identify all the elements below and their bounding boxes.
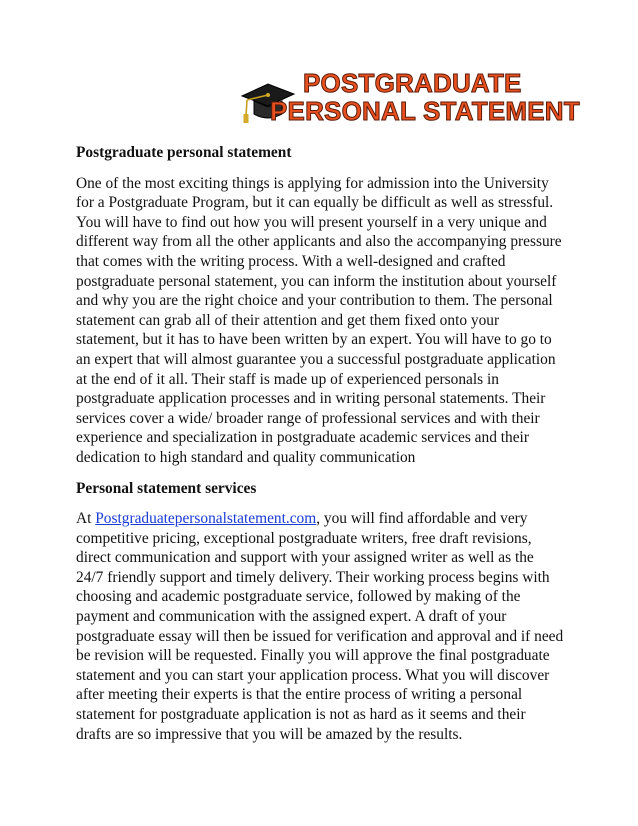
section-heading: Personal statement services (76, 479, 257, 497)
paragraph-text: , you will find affordable and very competitive pricing, exceptional postgraduate writers, free draft revisions, direct communication and support with your assigned writer as well as the 24/7 friendly support and timely delivery. Their working process begins with choosing and academic postgraduate service, followed by making of the payment and communication with the assigned expert. A draft of your postgraduate essay will then be issued for verification and approval and if need be revision will be requested. Finally you will approve the final postgraduate statement and you can start your application process. What you will discover after meeting their experts is that the entire process of writing a personal statement for postgraduate application is not as hard as it seems and their drafts are so impressive that you will be amazed by the results. (76, 510, 564, 743)
document-body (76, 143, 564, 755)
logo-title-line1: POSTGRADUATE (303, 68, 522, 98)
section-paragraph (76, 509, 564, 744)
paragraph-prefix: At (76, 510, 96, 528)
logo (238, 66, 580, 130)
section-heading: Postgraduate personal statement (76, 144, 292, 161)
section-paragraph: One of the most exciting things is applying for admission into the University for a Postgraduate Program, but it can equally be difficult as well as stressful. You will have to find out how you will present yourself in a very unique and different way from all the other applicants and also the accompanying pressure that comes with the writing process. With a well-designed and crafted postgraduate personal statement, you can inform the institution about yourself and why you are the right choice and your contribution to them. The personal statement can grab all of their attention and get them fixed onto your statement, but it has to have been written by an expert. You will have to go to an expert that will almost guarantee you a successful postgraduate application at the end of it all. Their staff is made up of experienced personals in postgraduate application processes and in writing personal statements. Their services cover a wide/ broader range of professional services and with their experience and specialization in postgraduate academic services and their dedication to high standard and quality communication (76, 174, 562, 466)
logo-title-line2: PERSONAL STATEMENT (270, 96, 580, 126)
website-link[interactable]: Postgraduatepersonalstatement.com (95, 510, 317, 528)
